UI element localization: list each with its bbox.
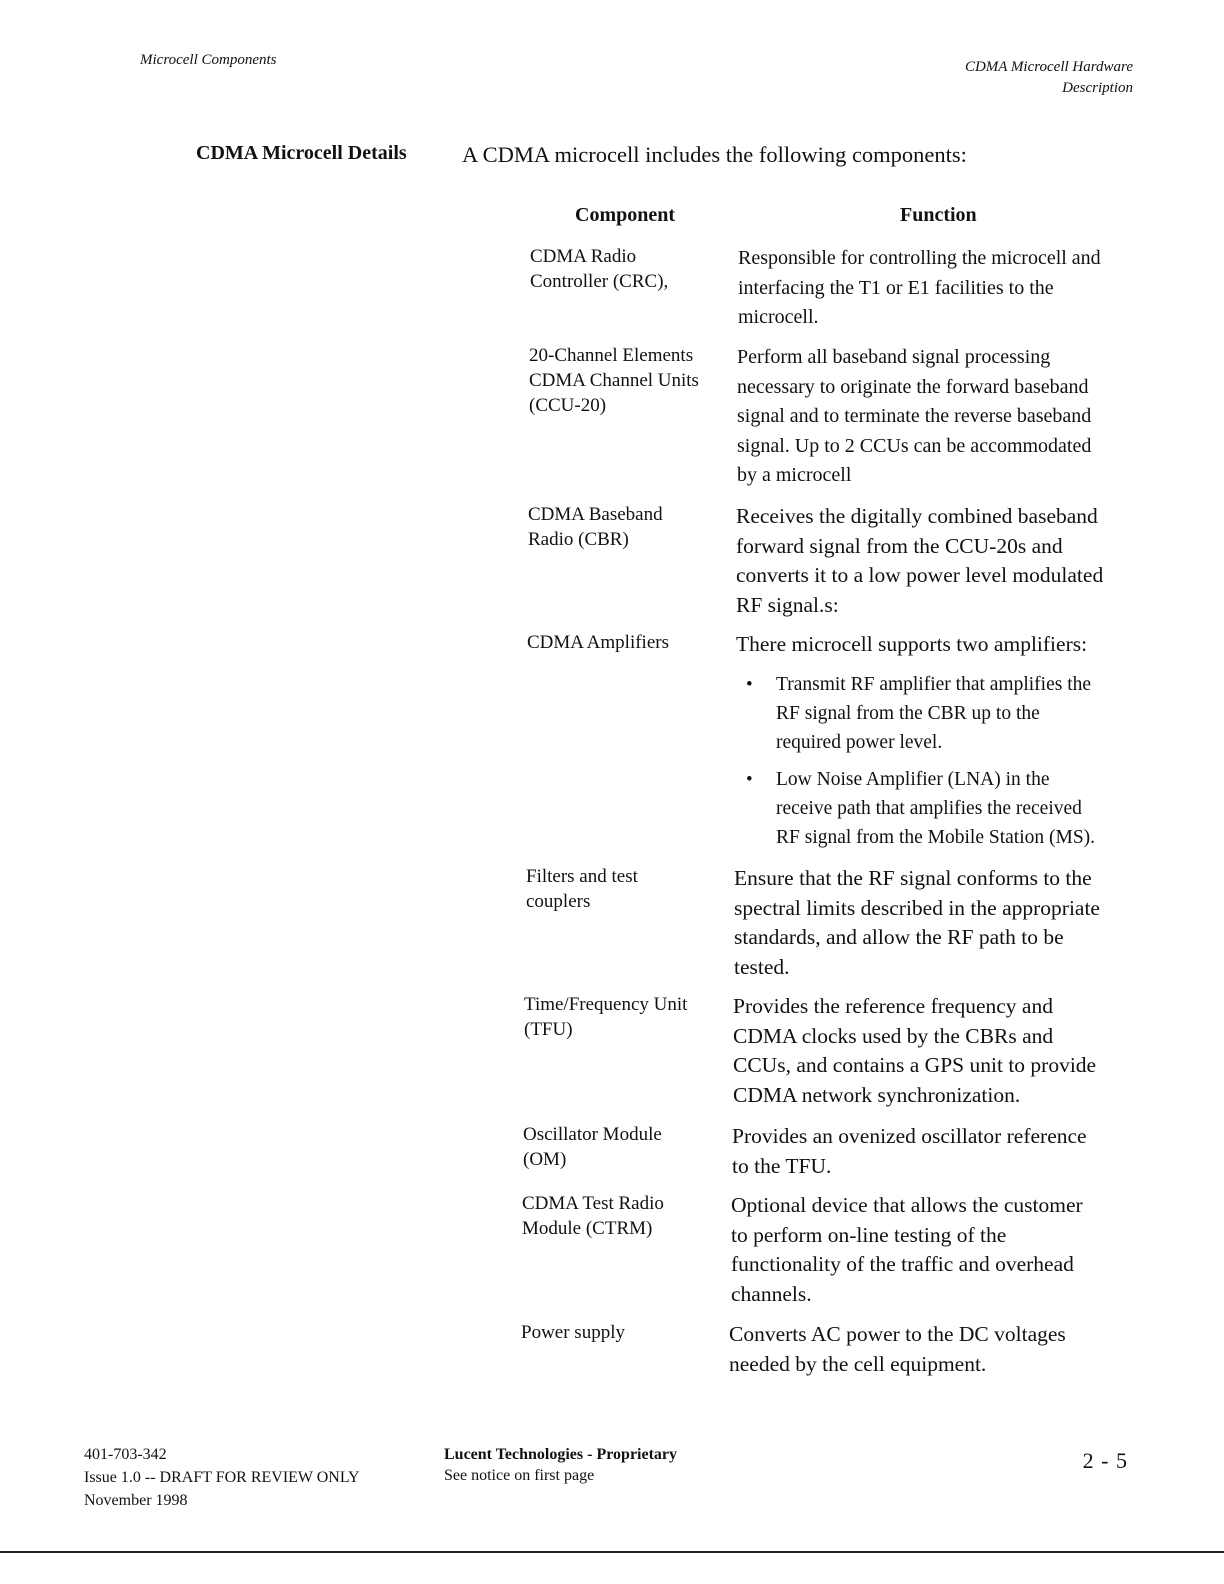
footer-notice: See notice on first page [444,1467,595,1484]
component-line: Radio (CBR) [528,529,629,550]
function-line: to the TFU. [732,1153,832,1178]
component-line: Oscillator Module [523,1124,662,1145]
section-heading: CDMA Microcell Details [196,142,407,164]
function-line: Ensure that the RF signal conforms to the [734,866,1092,890]
component-cell-filters [526,864,726,914]
function-line: CCUs, and contains a GPS unit to provide [733,1053,1097,1077]
component-cell-crc [530,244,730,294]
function-cell-ctrm [731,1191,1141,1309]
function-line: converts it to a low power level modulated [736,563,1104,587]
function-cell-filters [734,864,1144,982]
component-cell-om [523,1122,723,1172]
function-cell-power-supply [729,1320,1139,1379]
bullet-line: required power level. [776,731,943,753]
function-cell-om [732,1122,1142,1181]
component-line: Filters and test [526,866,638,887]
footer-doc-number: 401-703-342 [84,1446,167,1463]
component-line: 20-Channel Elements [529,345,694,366]
component-line: (CCU-20) [529,395,607,416]
bullet-line: Low Noise Amplifier (LNA) in the [776,768,1050,790]
component-line: CDMA Channel Units [529,370,699,391]
function-line: to perform on-line testing of the [731,1222,1007,1247]
function-cell-crc [738,244,1148,333]
component-cell-power-supply [521,1320,721,1345]
function-cell-tfu [733,992,1143,1110]
bullet-line: RF signal from the CBR up to the [776,702,1040,724]
function-line: signal and to terminate the reverse baseband [737,405,1092,427]
function-line: Converts AC power to the DC voltages [729,1322,1066,1346]
function-line: Provides an ovenized oscillator reference [732,1124,1087,1148]
function-line: forward signal from the CCU-20s and [736,533,1063,558]
function-line: Optional device that allows the customer [731,1193,1083,1217]
amplifier-bullet-list [736,670,1146,852]
header-right-line2: Description [1062,80,1133,96]
function-line: microcell. [738,306,819,328]
column-header-component: Component [575,204,676,226]
component-line: (OM) [523,1149,567,1170]
bullet-icon: • [746,768,753,790]
component-cell-ctrm [522,1191,722,1241]
function-line: RF signal.s: [736,592,839,617]
header-right-line1: CDMA Microcell Hardware [964,59,1133,75]
component-line: Module (CTRM) [522,1218,653,1239]
function-line: CDMA network synchronization. [733,1082,1021,1107]
function-cell-cbr [736,502,1146,620]
function-line: signal. Up to 2 CCUs can be accommodated [737,434,1092,457]
running-header-left: Microcell Components [140,52,277,68]
bullet-icon: • [746,673,753,695]
function-line: interfacing the T1 or E1 facilities to the [738,276,1054,299]
function-line: Receives the digitally combined baseband [736,504,1098,528]
function-line: functionality of the traffic and overhead [731,1252,1074,1276]
footer-divider [0,1551,1224,1553]
footer-doc-info [84,1443,360,1512]
footer-proprietary-notice [444,1444,677,1486]
bullet-item-lna [736,765,1146,852]
function-line: CDMA clocks used by the CBRs and [733,1023,1054,1048]
function-line: by a microcell [737,464,852,486]
column-header-function: Function [900,204,977,226]
bullet-line: receive path that amplifies the received [776,797,1082,819]
component-cell-cbr [528,502,728,552]
function-line: Perform all baseband signal processing [737,346,1051,368]
bullet-item-transmit-amplifier [736,670,1146,757]
component-line: CDMA Amplifiers [527,632,669,653]
bullet-line: Transmit RF amplifier that amplifies the [776,673,1092,695]
component-line: Time/Frequency Unit [524,994,688,1015]
component-cell-tfu [524,992,724,1042]
component-line: Controller (CRC), [530,271,669,292]
component-line: Power supply [521,1322,625,1343]
function-cell-ccu20 [737,343,1147,491]
function-line: tested. [734,954,790,979]
footer-issue: Issue 1.0 -- DRAFT FOR REVIEW ONLY [84,1469,360,1486]
function-line: necessary to originate the forward baseband [737,375,1089,398]
function-line: standards, and allow the RF path to be [734,925,1064,949]
function-line: Provides the reference frequency and [733,994,1053,1018]
component-line: (TFU) [524,1019,573,1040]
component-line: CDMA Baseband [528,504,663,525]
function-line: channels. [731,1281,812,1306]
footer-date: November 1998 [84,1492,188,1509]
running-header-right [833,57,1133,99]
page-number: 2 - 5 [1082,1448,1128,1473]
function-cell-amplifiers [736,630,1146,852]
component-line: CDMA Radio [530,246,637,267]
component-line: CDMA Test Radio [522,1193,664,1214]
function-line: There microcell supports two amplifiers: [736,632,1088,656]
footer-proprietary: Lucent Technologies - Proprietary [444,1446,678,1463]
function-line: needed by the cell equipment. [729,1351,987,1376]
component-cell-amplifiers [527,630,727,655]
component-cell-ccu20 [529,343,729,418]
component-line: couplers [526,891,591,912]
function-line: spectral limits described in the appropriate [734,895,1100,920]
bullet-line: RF signal from the Mobile Station (MS). [776,826,1096,848]
function-line: Responsible for controlling the microcell and [738,247,1101,269]
section-intro: A CDMA microcell includes the following components: [462,142,967,167]
